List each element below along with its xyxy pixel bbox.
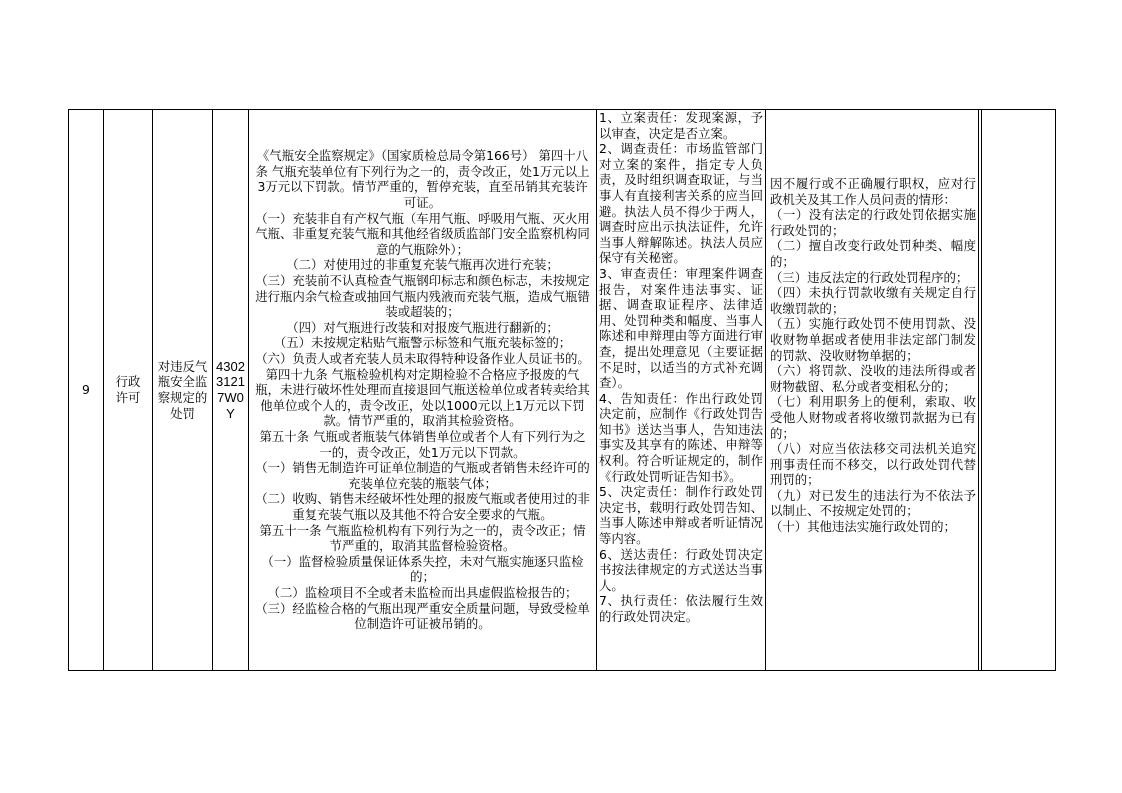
responsibility-item: 3、审查责任：审理案件调查报告，对案件违法事实、证据、调查取证程序、法律适用、处罚种类和幅度、当事人陈述和申辩理由等方面进行审查，提出处理意见（主要证据不足时，以适当的方式补充调查）。 <box>599 265 763 391</box>
legal-basis <box>249 148 596 631</box>
item-code-cell <box>213 110 249 671</box>
accountability-item: （四）未执行罚款收缴有关规定自行收缴罚款的； <box>770 285 976 316</box>
power-list-table <box>68 109 1056 671</box>
responsibility-list <box>597 110 765 625</box>
row-number: 9 <box>82 382 90 397</box>
accountability-item: （九）对已发生的违法行为不依法予以制止、不按规定处罚的； <box>770 487 976 519</box>
responsibility-item: 5、决定责任：制作行政处罚决定书，载明行政处罚告知、当事人陈述申辩或者听证情况等内容。 <box>599 484 763 547</box>
item-name: 对违反气瓶安全监察规定的处罚 <box>157 358 208 421</box>
responsibility-item: 4、告知责任：作出行政处罚决定前，应制作《行政处罚告知书》送达当事人，告知违法事实及其享有的陈述、申辩等权利。符合听证规定的，制作《行政处罚听证告知书》。 <box>599 390 763 484</box>
row-number-cell <box>69 110 104 671</box>
responsibility-item: 1、立案责任：发现案源，予以审查，决定是否立案。 <box>599 110 763 141</box>
accountability-item: （三）违反法定的行政处罚程序的； <box>770 269 969 285</box>
accountability-item: （二）擅自改变行政处罚种类、幅度的； <box>770 238 976 269</box>
accountability-list <box>766 176 978 535</box>
table-row <box>69 110 1056 671</box>
basis-paragraph: 第四十九条 气瓶检验机构对定期检验不合格应予报废的气瓶，未进行破坏性处理而直接退回气瓶送检单位或者转卖给其他单位或个人的，责令改正，处以1000元以上1万元以下罚款。情节严重的，取消其检验资格。 <box>255 366 590 429</box>
basis-paragraph: （一）销售无制造许可证单位制造的气瓶或者销售未经许可的充装单位充装的瓶装气体； <box>255 460 590 491</box>
basis-paragraph: （二）收购、销售未经破坏性处理的报废气瓶或者使用过的非重复充装气瓶以及其他不符合安全要求的气瓶。 <box>255 491 590 522</box>
basis-paragraph: （二）监检项目不全或者未监检而出具虚假监检报告的； <box>267 584 578 600</box>
responsibility-item: 7、执行责任：依法履行生效的行政处罚决定。 <box>599 593 763 624</box>
item-code: 4302 3121 7W0 Y <box>216 358 245 421</box>
responsibility-cell <box>597 110 766 671</box>
basis-paragraph: （一）充装非自有产权气瓶（车用气瓶、呼吸用气瓶、灭火用气瓶、非重复充装气瓶和其他经省级质监部门安全监察机构同意的气瓶除外）； <box>255 210 590 257</box>
power-type-cell <box>104 110 153 671</box>
legal-basis-cell <box>249 110 597 671</box>
basis-paragraph: （三）经监检合格的气瓶出现严重安全质量问题，导致受检单位制造许可证被吊销的。 <box>255 600 590 632</box>
accountability-cell <box>766 110 979 671</box>
accountability-item: 因不履行或不正确履行职权，应对行政机关及其工作人员问责的情形： <box>770 176 976 207</box>
basis-paragraph: （二）对使用过的非重复充装气瓶再次进行充装； <box>286 257 559 273</box>
item-name-cell <box>153 110 213 671</box>
accountability-item: （一）没有法定的行政处罚依据实施行政处罚的； <box>770 207 976 238</box>
power-type: 行政许可 <box>115 374 141 405</box>
basis-paragraph: （三）充装前不认真检查气瓶钢印标志和颜色标志，未按规定进行瓶内余气检查或抽回气瓶内残液而充装气瓶，造成气瓶错装或超装的； <box>255 273 590 320</box>
basis-paragraph: （六）负责人或者充装人员未取得特种设备作业人员证书的。 <box>255 351 590 367</box>
remark-cell <box>982 110 1056 671</box>
accountability-item: （七）利用职务上的便利，索取、收受他人财物或者将收缴罚款据为已有的； <box>770 394 976 441</box>
accountability-item: （五）实施行政处罚不使用罚款、没收财物单据或者使用非法定部门制发的罚款、没收财物单据的； <box>770 316 976 363</box>
accountability-item: （十）其他违法实施行政处罚的； <box>770 519 956 535</box>
basis-paragraph: 第五十一条 气瓶监检机构有下列行为之一的，责令改正；情节严重的，取消其监督检验资格。 <box>259 522 586 554</box>
responsibility-item: 2、调查责任：市场监管部门对立案的案件，指定专人负责，及时组织调查取证，与当事人有直接利害关系的应当回避。执法人员不得少于两人，调查时应出示执法证件，允许当事人辩解陈述。执法人员应保守有关秘密。 <box>599 141 763 266</box>
accountability-item: （八）对应当依法移交司法机关追究刑事责任而不移交，以行政处罚代替刑罚的； <box>770 441 976 488</box>
accountability-item: （六）将罚款、没收的违法所得或者财物截留、私分或者变相私分的； <box>770 363 976 394</box>
basis-paragraph: 《气瓶安全监察规定》（国家质检总局令第166号） 第四十八条 气瓶充装单位有下列行为之一的，责令改正，处1万元以上3万元以下罚款。情节严重的，暂停充装，直至吊销其充装许可证。 <box>255 148 590 211</box>
basis-paragraph: （一）监督检验质量保证体系失控，未对气瓶实施逐只监检的； <box>261 553 584 585</box>
basis-paragraph: （四）对气瓶进行改装和对报废气瓶进行翻新的； <box>286 319 559 335</box>
basis-paragraph: （五）未按规定粘贴气瓶警示标签和气瓶充装标签的； <box>273 335 572 351</box>
basis-paragraph: 第五十条 气瓶或者瓶装气体销售单位或者个人有下列行为之一的，责令改正，处1万元以下罚款。 <box>259 428 586 460</box>
responsibility-item: 6、送达责任：行政处罚决定书按法律规定的方式送达当事人。 <box>599 546 763 593</box>
